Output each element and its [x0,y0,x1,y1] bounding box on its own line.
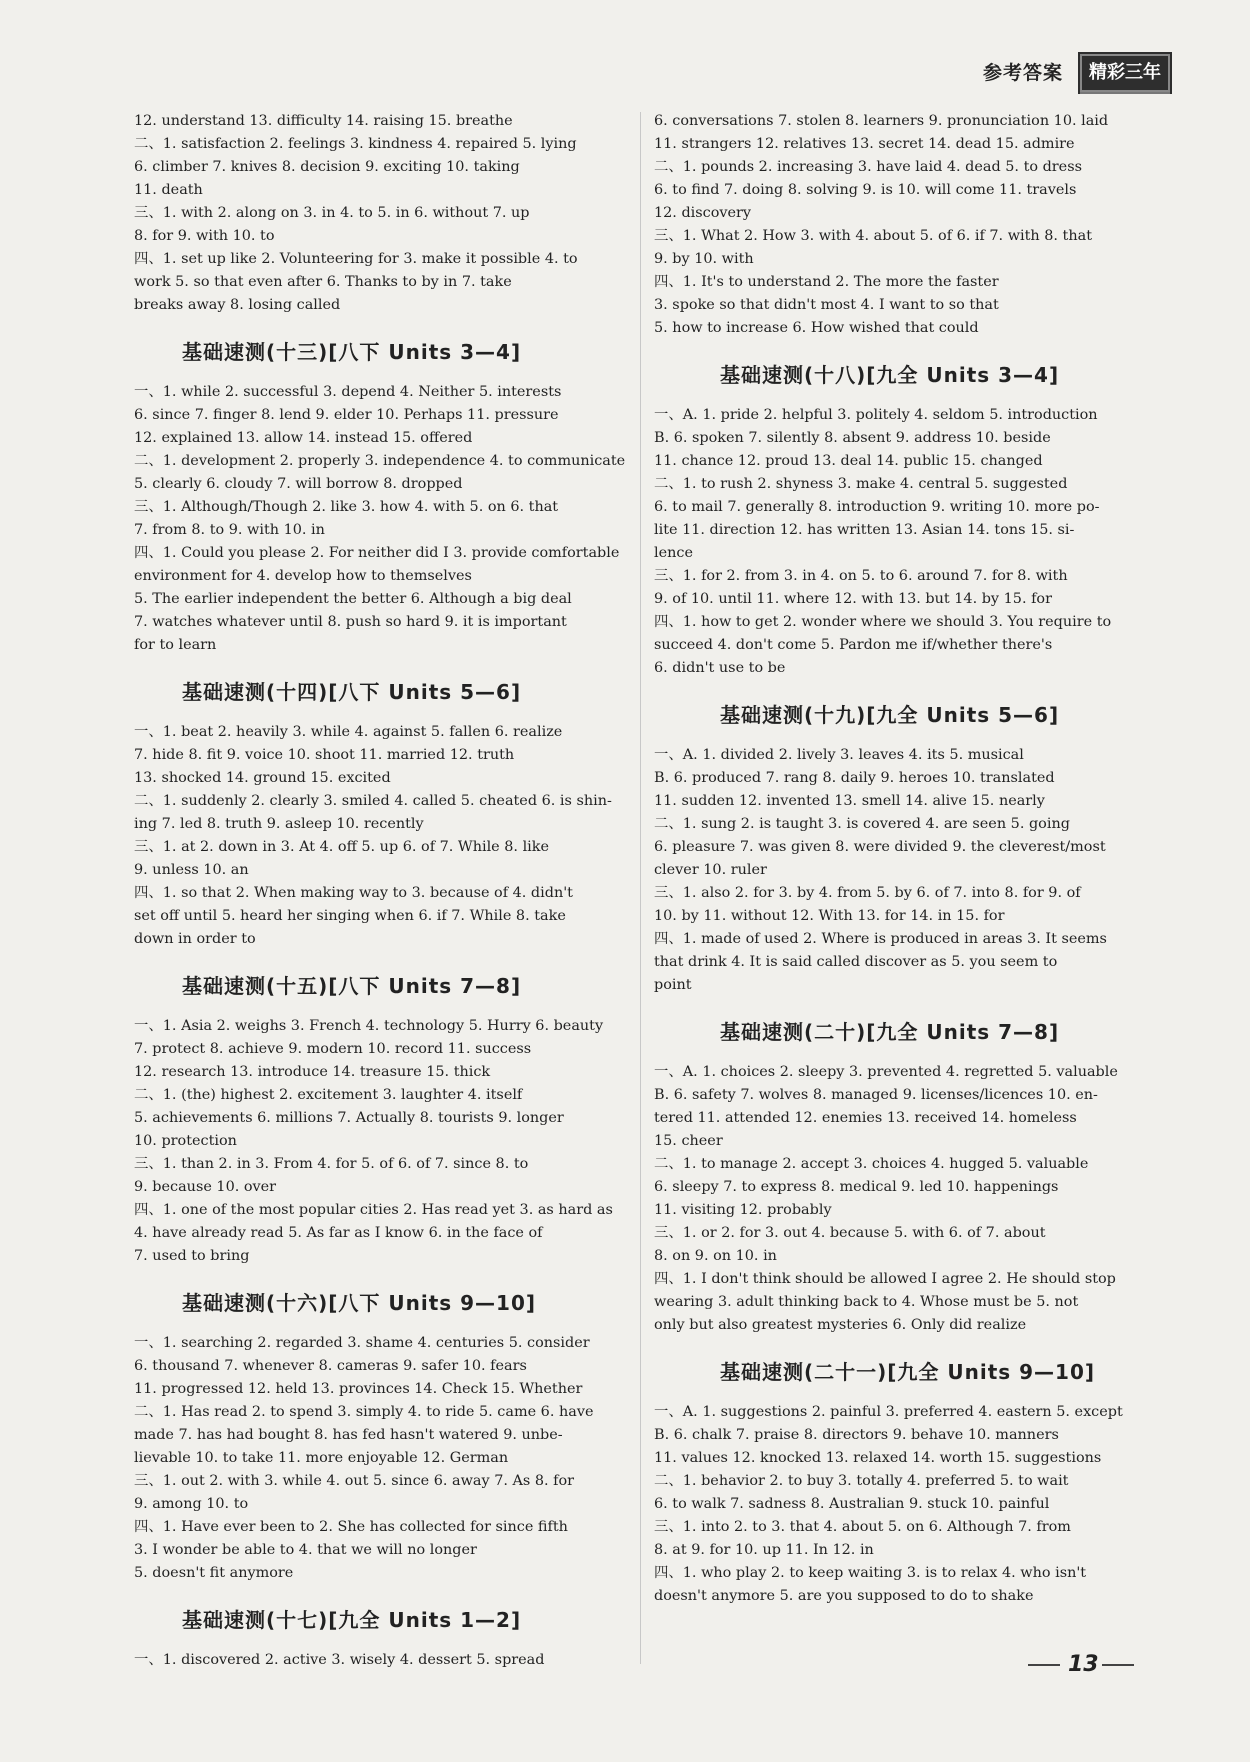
answer-line: 二、1. behavior 2. to buy 3. totally 4. preferred 5. to wait [654,1473,1069,1489]
answer-line: 二、1. development 2. properly 3. independence 4. to communicate [134,453,626,469]
answer-line: 一、A. 1. pride 2. helpful 3. politely 4. seldom 5. introduction [654,407,1098,423]
answer-line: 三、1. with 2. along on 3. in 4. to 5. in 6. without 7. up [134,205,530,221]
answer-line: breaks away 8. losing called [134,297,341,313]
header-badge: 精彩三年 [1080,54,1170,92]
answer-line: 6. to walk 7. sadness 8. Australian 9. stuck 10. painful [654,1496,1050,1512]
answer-line: 四、1. set up like 2. Volunteering for 3. make it possible 4. to [134,251,578,267]
answer-line: 二、1. pounds 2. increasing 3. have laid 4. dead 5. to dress [654,159,1082,175]
answer-line: 四、1. how to get 2. wonder where we should 3. You require to [654,614,1112,630]
answer-line: 9. because 10. over [134,1179,277,1195]
answer-line: 9. by 10. with [654,251,754,267]
answer-line: 一、1. beat 2. heavily 3. while 4. against 5. fallen 6. realize [134,724,563,740]
answer-line: 三、1. for 2. from 3. in 4. on 5. to 6. around 7. for 8. with [654,568,1068,584]
answer-line: 7. hide 8. fit 9. voice 10. shoot 11. married 12. truth [134,747,515,763]
answer-line: set off until 5. heard her singing when 6. if 7. While 8. take [134,908,566,924]
answer-line: 二、1. sung 2. is taught 3. is covered 4. are seen 5. going [654,816,1070,832]
answer-line: 7. from 8. to 9. with 10. in [134,522,325,538]
header-label: 参考答案 [983,62,1064,84]
page-number-rule-right [1102,1664,1134,1666]
answer-line: tered 11. attended 12. enemies 13. received 14. homeless [654,1110,1077,1126]
section-title: 基础速测(十六)[八下 Units 9—10] [182,1291,537,1315]
answer-line: 二、1. to manage 2. accept 3. choices 4. hugged 5. valuable [654,1156,1089,1172]
answer-line: lievable 10. to take 11. more enjoyable 12. German [134,1450,509,1466]
answer-line: 7. watches whatever until 8. push so hard 9. it is important [134,614,567,630]
answer-line: for to learn [134,637,217,653]
answer-line: 三、1. than 2. in 3. From 4. for 5. of 6. of 7. since 8. to [134,1156,529,1172]
answer-line: 四、1. made of used 2. Where is produced in areas 3. It seems [654,931,1107,947]
answer-line: 三、1. into 2. to 3. that 4. about 5. on 6. Although 7. from [654,1519,1071,1535]
answer-line: 一、A. 1. divided 2. lively 3. leaves 4. its 5. musical [654,747,1024,763]
answer-line: 15. cheer [654,1133,723,1149]
answer-line: 12. understand 13. difficulty 14. raising 15. breathe [134,113,513,129]
answer-line: 二、1. to rush 2. shyness 3. make 4. central 5. suggested [654,476,1068,492]
answer-line: 一、1. Asia 2. weighs 3. French 4. technology 5. Hurry 6. beauty [134,1018,604,1034]
answer-line: 5. The earlier independent the better 6. Although a big deal [134,591,572,607]
answer-line: 6. didn't use to be [654,660,786,676]
answer-line: 11. progressed 12. held 13. provinces 14. Check 15. Whether [134,1381,583,1397]
answer-line: 9. among 10. to [134,1496,249,1512]
answer-line: point [654,977,692,993]
answer-line: 7. used to bring [134,1248,250,1264]
answer-line: 11. values 12. knocked 13. relaxed 14. worth 15. suggestions [654,1450,1102,1466]
answer-line: B. 6. safety 7. wolves 8. managed 9. licenses/licences 10. en- [654,1087,1098,1103]
page-number: 13 [1068,1652,1099,1677]
answer-line: 13. shocked 14. ground 15. excited [134,770,391,786]
answer-line: 一、A. 1. choices 2. sleepy 3. prevented 4. regretted 5. valuable [654,1064,1118,1080]
answer-line: 9. unless 10. an [134,862,249,878]
answer-line: 6. to mail 7. generally 8. introduction 9. writing 10. more po- [654,499,1100,515]
section-title: 基础速测(十九)[九全 Units 5—6] [720,703,1060,727]
answer-line: 12. explained 13. allow 14. instead 15. offered [134,430,473,446]
answer-line: 三、1. also 2. for 3. by 4. from 5. by 6. of 7. into 8. for 9. of [654,885,1081,901]
answer-line: 一、1. discovered 2. active 3. wisely 4. dessert 5. spread [134,1652,545,1668]
section-title: 基础速测(二十一)[九全 Units 9—10] [720,1360,1096,1384]
left-column [134,110,624,1672]
answer-line: 四、1. It's to understand 2. The more the faster [654,274,999,290]
answer-line: 二、1. (the) highest 2. excitement 3. laughter 4. itself [134,1087,523,1103]
answer-line: 9. of 10. until 11. where 12. with 13. but 14. by 15. for [654,591,1052,607]
answer-line: 三、1. out 2. with 3. while 4. out 5. since 6. away 7. As 8. for [134,1473,575,1489]
answer-line: 5. clearly 6. cloudy 7. will borrow 8. dropped [134,476,463,492]
answer-line: 二、1. Has read 2. to spend 3. simply 4. to ride 5. came 6. have [134,1404,594,1420]
answer-line: 一、1. while 2. successful 3. depend 4. Neither 5. interests [134,384,562,400]
answer-line: 三、1. What 2. How 3. with 4. about 5. of 6. if 7. with 8. that [654,228,1092,244]
answer-line: 四、1. who play 2. to keep waiting 3. is to relax 4. who isn't [654,1565,1087,1581]
answer-line: wearing 3. adult thinking back to 4. Whose must be 5. not [654,1294,1079,1310]
column-divider [640,112,641,1664]
section-title: 基础速测(十五)[八下 Units 7—8] [182,974,522,998]
answer-line: that drink 4. It is said called discover as 5. you seem to [654,954,1058,970]
answer-line: 6. conversations 7. stolen 8. learners 9. pronunciation 10. laid [654,113,1109,129]
answer-line: 6. thousand 7. whenever 8. cameras 9. safer 10. fears [134,1358,527,1374]
answer-line: ing 7. led 8. truth 9. asleep 10. recently [134,816,424,832]
answer-line: 11. visiting 12. probably [654,1202,832,1218]
answer-line: 6. since 7. finger 8. lend 9. elder 10. Perhaps 11. pressure [134,407,559,423]
answer-line: environment for 4. develop how to themselves [134,568,472,584]
answer-line: B. 6. produced 7. rang 8. daily 9. heroes 10. translated [654,770,1055,786]
answer-line: down in order to [134,931,256,947]
answer-line: 12. discovery [654,205,752,221]
answer-line: 8. for 9. with 10. to [134,228,275,244]
answer-line: 四、1. Have ever been to 2. She has collected for since fifth [134,1519,568,1535]
answer-line: 3. spoke so that didn't most 4. I want to so that [654,297,999,313]
section-title: 基础速测(十七)[九全 Units 1—2] [182,1608,522,1632]
answer-line: 二、1. satisfaction 2. feelings 3. kindness 4. repaired 5. lying [134,136,577,152]
answer-line: 8. at 9. for 10. up 11. In 12. in [654,1542,874,1558]
answer-line: 11. sudden 12. invented 13. smell 14. alive 15. nearly [654,793,1045,809]
answer-line: 11. death [134,182,203,198]
answer-line: B. 6. chalk 7. praise 8. directors 9. behave 10. manners [654,1427,1059,1443]
answer-line: 三、1. at 2. down in 3. At 4. off 5. up 6. of 7. While 8. like [134,839,550,855]
answer-line: 8. on 9. on 10. in [654,1248,777,1264]
answer-line: 四、1. one of the most popular cities 2. Has read yet 3. as hard as [134,1202,613,1218]
section-title: 基础速测(十三)[八下 Units 3—4] [182,340,522,364]
answer-line: clever 10. ruler [654,862,767,878]
answer-line: lite 11. direction 12. has written 13. Asian 14. tons 15. si- [654,522,1075,538]
answer-line: 6. pleasure 7. was given 8. were divided 9. the cleverest/most [654,839,1106,855]
answer-line: 二、1. suddenly 2. clearly 3. smiled 4. called 5. cheated 6. is shin- [134,793,612,809]
answer-line: 6. climber 7. knives 8. decision 9. exciting 10. taking [134,159,520,175]
answer-line: only but also greatest mysteries 6. Only did realize [654,1317,1027,1333]
answer-line: 5. doesn't fit anymore [134,1565,294,1581]
answer-line: 11. strangers 12. relatives 13. secret 14. dead 15. admire [654,136,1075,152]
section-title: 基础速测(十八)[九全 Units 3—4] [720,363,1060,387]
answer-line: 一、1. searching 2. regarded 3. shame 4. centuries 5. consider [134,1335,590,1351]
answer-line: 一、A. 1. suggestions 2. painful 3. preferred 4. eastern 5. except [654,1404,1123,1420]
header-rule [1080,92,1170,94]
page-number-rule-left [1028,1664,1060,1666]
answer-line: 5. how to increase 6. How wished that could [654,320,979,336]
answer-line: 6. to find 7. doing 8. solving 9. is 10. will come 11. travels [654,182,1077,198]
answer-line: 四、1. I don't think should be allowed I agree 2. He should stop [654,1271,1116,1287]
answer-line: 5. achievements 6. millions 7. Actually 8. tourists 9. longer [134,1110,564,1126]
answer-line: 10. protection [134,1133,237,1149]
answer-line: made 7. has had bought 8. has fed hasn't watered 9. unbe- [134,1427,563,1443]
answer-line: doesn't anymore 5. are you supposed to do to shake [654,1588,1034,1604]
answer-line: 四、1. Could you please 2. For neither did I 3. provide comfortable [134,545,620,561]
right-column [654,110,1159,1608]
answer-line: succeed 4. don't come 5. Pardon me if/whether there's [654,637,1053,653]
answer-line: 四、1. so that 2. When making way to 3. because of 4. didn't [134,885,573,901]
answer-line: 12. research 13. introduce 14. treasure 15. thick [134,1064,491,1080]
section-title: 基础速测(二十)[九全 Units 7—8] [720,1020,1060,1044]
answer-line: B. 6. spoken 7. silently 8. absent 9. address 10. beside [654,430,1051,446]
answer-line: work 5. so that even after 6. Thanks to by in 7. take [134,274,512,290]
answer-line: 3. I wonder be able to 4. that we will no longer [134,1542,477,1558]
answer-line: 三、1. or 2. for 3. out 4. because 5. with 6. of 7. about [654,1225,1046,1241]
answer-line: lence [654,545,693,561]
answer-line: 10. by 11. without 12. With 13. for 14. in 15. for [654,908,1005,924]
answer-line: 三、1. Although/Though 2. like 3. how 4. with 5. on 6. that [134,499,559,515]
answer-line: 11. chance 12. proud 13. deal 14. public 15. changed [654,453,1043,469]
answer-line: 4. have already read 5. As far as I know 6. in the face of [134,1225,543,1241]
section-title: 基础速测(十四)[八下 Units 5—6] [182,680,522,704]
answer-line: 7. protect 8. achieve 9. modern 10. record 11. success [134,1041,532,1057]
answer-line: 6. sleepy 7. to express 8. medical 9. led 10. happenings [654,1179,1059,1195]
